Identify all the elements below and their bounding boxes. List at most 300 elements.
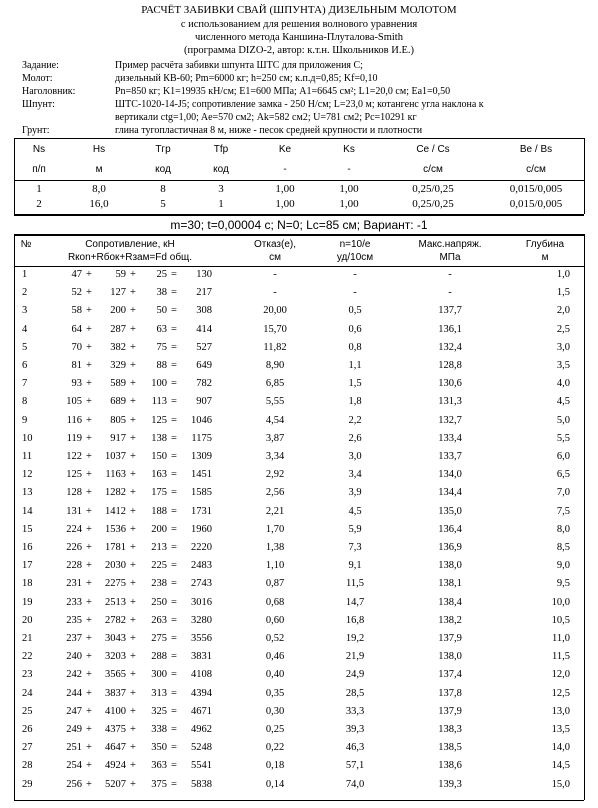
row-number: 21 xyxy=(22,633,33,644)
plus-sign: + xyxy=(130,614,136,626)
equals-sign: = xyxy=(171,760,177,772)
max-stress-value: 138,4 xyxy=(438,596,462,608)
set-value: 15,70 xyxy=(263,323,287,335)
plus-sign: + xyxy=(86,651,92,663)
title-subline-2: численного метода Каншина-Плуталова-Smith xyxy=(195,32,403,43)
set-value: 0,18 xyxy=(265,760,285,772)
set-value: 0,22 xyxy=(265,742,285,754)
resistance-tip: 52 xyxy=(71,287,82,299)
plus-sign: + xyxy=(86,724,92,735)
resistance-total: 2483 xyxy=(191,560,212,572)
depth-value: 1,5 xyxy=(556,287,570,299)
top-cell-hs: 16,0 xyxy=(89,198,109,210)
plus-sign: + xyxy=(130,724,136,735)
max-stress-value: 137,4 xyxy=(438,669,462,681)
max-stress-value: 138,6 xyxy=(438,760,462,772)
plus-sign: + xyxy=(130,687,136,699)
max-stress-value: 132,7 xyxy=(438,414,462,426)
resistance-tip: 125 xyxy=(66,469,82,481)
top-cell-ks: 1,00 xyxy=(339,198,359,210)
param-label-task: Задание: xyxy=(22,60,59,71)
resistance-total: 4671 xyxy=(191,705,212,717)
resistance-tip: 64 xyxy=(71,323,82,335)
resistance-tip: 251 xyxy=(66,742,82,754)
blows-value: 4,5 xyxy=(348,505,362,517)
top-header-ks-unit: - xyxy=(347,164,351,175)
top-cell-tfp: 1 xyxy=(218,198,224,210)
title-subline-1: с использованием для решения волнового уравнения xyxy=(180,19,418,30)
resistance-tip: 249 xyxy=(66,724,82,735)
top-table-left-border xyxy=(14,138,15,214)
resistance-lock: 350 xyxy=(151,742,167,754)
resistance-side: 3203 xyxy=(105,651,126,663)
resistance-total: 1731 xyxy=(191,505,212,517)
row-number: 5 xyxy=(22,341,28,353)
equals-sign: = xyxy=(171,487,177,499)
main-header-max-stress-unit: МПа xyxy=(439,252,461,263)
row-number: 17 xyxy=(22,560,33,572)
resistance-tip: 228 xyxy=(66,560,82,572)
row-number: 14 xyxy=(22,505,33,517)
plus-sign: + xyxy=(86,669,92,681)
equals-sign: = xyxy=(171,651,177,663)
depth-value: 2,0 xyxy=(556,305,570,317)
document-title: РАСЧЁТ ЗАБИВКИ СВАЙ (ШПУНТА) ДИЗЕЛЬНЫМ МОЛОТОМ xyxy=(141,4,457,16)
equals-sign: = xyxy=(171,724,177,735)
top-cell-be-bs: 0,015/0,005 xyxy=(509,198,563,210)
max-stress-value: 135,0 xyxy=(438,505,462,517)
resistance-side: 2782 xyxy=(105,614,126,626)
plus-sign: + xyxy=(86,705,92,717)
plus-sign: + xyxy=(130,596,136,608)
blows-value: 3,9 xyxy=(348,487,362,499)
main-header-blows: n=10/е xyxy=(339,239,371,250)
depth-value: 14,5 xyxy=(551,760,570,772)
plus-sign: + xyxy=(130,523,136,535)
row-number: 12 xyxy=(22,469,33,481)
resistance-total: 3556 xyxy=(191,633,212,644)
resistance-side: 1037 xyxy=(105,451,126,462)
depth-value: 7,0 xyxy=(556,487,570,499)
resistance-lock: 275 xyxy=(151,633,167,644)
resistance-lock: 188 xyxy=(151,505,167,517)
blows-value: 1,1 xyxy=(348,360,362,371)
plus-sign: + xyxy=(130,469,136,481)
equals-sign: = xyxy=(171,287,177,299)
resistance-tip: 242 xyxy=(66,669,82,681)
resistance-side: 2275 xyxy=(105,578,126,590)
plus-sign: + xyxy=(130,378,136,390)
set-value: 1,10 xyxy=(265,560,285,572)
row-number: 27 xyxy=(22,742,33,754)
resistance-total: 3016 xyxy=(191,596,212,608)
equals-sign: = xyxy=(171,269,177,280)
param-value-hammer: дизельный КВ-60; Pm=6000 кг; h=250 см; к.п.д=0,85; Kf=0,10 xyxy=(115,73,378,84)
resistance-total: 3280 xyxy=(191,614,212,626)
resistance-tip: 93 xyxy=(71,378,82,390)
top-cell-be-bs: 0,015/0,005 xyxy=(509,183,563,195)
equals-sign: = xyxy=(171,505,177,517)
row-number: 16 xyxy=(22,542,33,553)
depth-value: 1,0 xyxy=(556,269,570,280)
resistance-side: 1163 xyxy=(105,469,126,481)
depth-value: 12,0 xyxy=(551,669,570,681)
resistance-tip: 231 xyxy=(66,578,82,590)
resistance-lock: 238 xyxy=(151,578,167,590)
resistance-lock: 63 xyxy=(156,323,167,335)
resistance-side: 1536 xyxy=(105,523,126,535)
resistance-side: 127 xyxy=(110,287,126,299)
blows-value: 0,8 xyxy=(348,341,362,353)
resistance-total: 907 xyxy=(196,396,212,408)
max-stress-value: 130,6 xyxy=(438,378,462,390)
resistance-side: 4100 xyxy=(105,705,126,717)
row-number: 9 xyxy=(22,414,28,426)
max-stress-value: 132,4 xyxy=(438,341,462,353)
depth-value: 14,0 xyxy=(551,742,570,754)
main-header-set: Отказ(е), xyxy=(254,239,296,250)
blows-value: 21,9 xyxy=(345,651,365,663)
row-number: 6 xyxy=(22,360,28,371)
set-value: 0,40 xyxy=(265,669,285,681)
row-number: 28 xyxy=(22,760,33,772)
plus-sign: + xyxy=(130,633,136,644)
equals-sign: = xyxy=(171,778,177,790)
plus-sign: + xyxy=(130,578,136,590)
set-value: - xyxy=(273,269,277,280)
plus-sign: + xyxy=(130,323,136,335)
top-header-ke: Ke xyxy=(278,144,292,155)
plus-sign: + xyxy=(86,687,92,699)
plus-sign: + xyxy=(86,396,92,408)
set-value: 20,00 xyxy=(263,305,287,317)
set-value: 0,14 xyxy=(265,778,285,790)
plus-sign: + xyxy=(130,669,136,681)
resistance-tip: 131 xyxy=(66,505,82,517)
plus-sign: + xyxy=(130,505,136,517)
max-stress-value: 138,3 xyxy=(438,724,462,735)
resistance-side: 3565 xyxy=(105,669,126,681)
equals-sign: = xyxy=(171,451,177,462)
param-label-cap: Наголовник: xyxy=(22,86,76,97)
depth-value: 9,5 xyxy=(556,578,570,590)
blows-value: 57,1 xyxy=(345,760,365,772)
max-stress-value: 137,7 xyxy=(438,305,462,317)
resistance-total: 4962 xyxy=(191,724,212,735)
plus-sign: + xyxy=(130,705,136,717)
blows-value: 14,7 xyxy=(345,596,365,608)
equals-sign: = xyxy=(171,360,177,371)
set-value: 3,87 xyxy=(265,432,285,444)
resistance-tip: 122 xyxy=(66,451,82,462)
equals-sign: = xyxy=(171,523,177,535)
resistance-total: 414 xyxy=(196,323,212,335)
resistance-side: 3043 xyxy=(105,633,126,644)
set-value: 0,52 xyxy=(265,633,285,644)
main-table-border-top xyxy=(14,234,584,236)
top-table-header-divider xyxy=(14,180,584,181)
blows-value: 33,3 xyxy=(345,705,365,717)
equals-sign: = xyxy=(171,396,177,408)
depth-value: 4,5 xyxy=(556,396,570,408)
resistance-lock: 200 xyxy=(151,523,167,535)
plus-sign: + xyxy=(86,305,92,317)
resistance-side: 4375 xyxy=(105,724,126,735)
resistance-side: 689 xyxy=(110,396,126,408)
max-stress-value: 137,9 xyxy=(438,705,462,717)
depth-value: 7,5 xyxy=(556,505,570,517)
main-header-resistance: Сопротивление, кН xyxy=(85,239,175,250)
resistance-tip: 116 xyxy=(66,414,82,426)
resistance-tip: 256 xyxy=(66,778,82,790)
top-header-ce-cs: Ce / Cs xyxy=(416,144,450,155)
top-cell-ke: 1,00 xyxy=(275,183,295,195)
resistance-tip: 58 xyxy=(71,305,82,317)
set-value: 0,87 xyxy=(265,578,285,590)
row-number: 24 xyxy=(22,687,33,699)
plus-sign: + xyxy=(130,742,136,754)
max-stress-value: 136,1 xyxy=(438,323,462,335)
depth-value: 5,0 xyxy=(556,414,570,426)
plus-sign: + xyxy=(86,523,92,535)
depth-value: 13,5 xyxy=(551,724,570,735)
equals-sign: = xyxy=(171,596,177,608)
equals-sign: = xyxy=(171,705,177,717)
resistance-total: 1585 xyxy=(191,487,212,499)
depth-value: 3,0 xyxy=(556,341,570,353)
blows-value: 2,2 xyxy=(348,414,362,426)
blows-value: 3,4 xyxy=(348,469,362,481)
main-header-depth: Глубина xyxy=(525,239,565,250)
resistance-total: 3831 xyxy=(191,651,212,663)
plus-sign: + xyxy=(86,633,92,644)
resistance-side: 2030 xyxy=(105,560,126,572)
resistance-lock: 100 xyxy=(151,378,167,390)
resistance-lock: 75 xyxy=(156,341,167,353)
equals-sign: = xyxy=(171,560,177,572)
resistance-total: 308 xyxy=(196,305,212,317)
resistance-total: 5838 xyxy=(191,778,212,790)
top-header-be-bs-unit: с/см xyxy=(526,164,546,175)
resistance-tip: 128 xyxy=(66,487,82,499)
depth-value: 9,0 xyxy=(556,560,570,572)
top-header-ke-unit: - xyxy=(283,164,287,175)
plus-sign: + xyxy=(86,487,92,499)
blows-value: 0,5 xyxy=(348,305,362,317)
top-cell-tgr: 5 xyxy=(160,198,166,210)
max-stress-value: 133,7 xyxy=(438,451,462,462)
max-stress-value: 138,2 xyxy=(438,614,462,626)
blows-value: 28,5 xyxy=(345,687,365,699)
resistance-lock: 263 xyxy=(151,614,167,626)
max-stress-value: 138,1 xyxy=(438,578,462,590)
max-stress-value: - xyxy=(448,269,452,280)
equals-sign: = xyxy=(171,305,177,317)
resistance-side: 200 xyxy=(110,305,126,317)
row-number: 22 xyxy=(22,651,33,663)
resistance-side: 917 xyxy=(110,432,126,444)
depth-value: 4,0 xyxy=(556,378,570,390)
row-number: 1 xyxy=(22,269,28,280)
row-number: 11 xyxy=(22,451,33,462)
row-number: 8 xyxy=(22,396,28,408)
row-number: 4 xyxy=(22,323,28,335)
plus-sign: + xyxy=(130,269,136,280)
plus-sign: + xyxy=(130,487,136,499)
set-value: 2,56 xyxy=(265,487,285,499)
row-number: 19 xyxy=(22,596,33,608)
plus-sign: + xyxy=(86,323,92,335)
top-cell-num: 1 xyxy=(36,183,42,195)
max-stress-value: 138,0 xyxy=(438,560,462,572)
equals-sign: = xyxy=(171,614,177,626)
depth-value: 12,5 xyxy=(551,687,570,699)
plus-sign: + xyxy=(86,505,92,517)
max-stress-value: 137,8 xyxy=(438,687,462,699)
blows-value: 5,9 xyxy=(348,523,362,535)
resistance-side: 1412 xyxy=(105,505,126,517)
set-value: 0,46 xyxy=(265,651,285,663)
top-header-be-bs: Be / Bs xyxy=(519,144,553,155)
plus-sign: + xyxy=(86,778,92,790)
plus-sign: + xyxy=(86,360,92,371)
equals-sign: = xyxy=(171,432,177,444)
row-number: 15 xyxy=(22,523,33,535)
max-stress-value: 134,0 xyxy=(438,469,462,481)
plus-sign: + xyxy=(130,287,136,299)
main-table-left-border xyxy=(14,234,15,800)
top-table-border-top xyxy=(14,138,584,139)
set-value: 0,68 xyxy=(265,596,285,608)
equals-sign: = xyxy=(171,341,177,353)
blows-value: 3,0 xyxy=(348,451,362,462)
plus-sign: + xyxy=(86,578,92,590)
max-stress-value: 136,4 xyxy=(438,523,462,535)
plus-sign: + xyxy=(86,560,92,572)
resistance-side: 1282 xyxy=(105,487,126,499)
resistance-tip: 237 xyxy=(66,633,82,644)
blows-value: 19,2 xyxy=(345,633,365,644)
param-value-cap: Pn=850 кг; K1=19935 кН/см; E1=600 МПа; A1=6645 см²; L1=20,0 см; Ea1=0,50 xyxy=(115,86,451,97)
top-header-tgr: Tгр xyxy=(155,144,171,155)
equals-sign: = xyxy=(171,323,177,335)
set-value: 2,21 xyxy=(265,505,285,517)
depth-value: 8,5 xyxy=(556,542,570,553)
equals-sign: = xyxy=(171,578,177,590)
depth-value: 6,0 xyxy=(556,451,570,462)
resistance-tip: 244 xyxy=(66,687,82,699)
top-header-num-unit: п/п xyxy=(32,164,46,175)
depth-value: 8,0 xyxy=(556,523,570,535)
main-header-depth-unit: м xyxy=(541,252,549,263)
resistance-total: 649 xyxy=(196,360,212,371)
resistance-lock: 288 xyxy=(151,651,167,663)
set-value: 3,34 xyxy=(265,451,285,462)
max-stress-value: 137,9 xyxy=(438,633,462,644)
row-number: 29 xyxy=(22,778,33,790)
plus-sign: + xyxy=(130,560,136,572)
row-number: 20 xyxy=(22,614,33,626)
set-value: 1,38 xyxy=(265,542,285,553)
set-value: 6,85 xyxy=(265,378,285,390)
top-cell-ks: 1,00 xyxy=(339,183,359,195)
row-number: 10 xyxy=(22,432,33,444)
plus-sign: + xyxy=(86,414,92,426)
resistance-total: 1309 xyxy=(191,451,212,462)
max-stress-value: 131,3 xyxy=(438,396,462,408)
resistance-tip: 247 xyxy=(66,705,82,717)
resistance-side: 4924 xyxy=(105,760,126,772)
resistance-lock: 50 xyxy=(156,305,167,317)
blows-value: 1,8 xyxy=(348,396,362,408)
plus-sign: + xyxy=(130,414,136,426)
resistance-lock: 363 xyxy=(151,760,167,772)
plus-sign: + xyxy=(130,396,136,408)
resistance-total: 2220 xyxy=(191,542,212,553)
set-value: 0,25 xyxy=(265,724,285,735)
top-header-hs-unit: м xyxy=(95,164,103,175)
plus-sign: + xyxy=(130,651,136,663)
equals-sign: = xyxy=(171,378,177,390)
plus-sign: + xyxy=(86,596,92,608)
plus-sign: + xyxy=(130,305,136,317)
resistance-lock: 125 xyxy=(151,414,167,426)
top-header-tgr-unit: код xyxy=(155,164,171,175)
top-header-tfp: Tfp xyxy=(213,144,229,155)
plus-sign: + xyxy=(130,542,136,553)
set-value: 0,60 xyxy=(265,614,285,626)
resistance-total: 1451 xyxy=(191,469,212,481)
plus-sign: + xyxy=(86,542,92,553)
resistance-lock: 150 xyxy=(151,451,167,462)
max-stress-value: 139,3 xyxy=(438,778,462,790)
plus-sign: + xyxy=(130,360,136,371)
row-number: 2 xyxy=(22,287,28,299)
resistance-total: 2743 xyxy=(191,578,212,590)
plus-sign: + xyxy=(130,451,136,462)
top-table-border-bottom xyxy=(14,214,584,216)
blows-value: 39,3 xyxy=(345,724,365,735)
set-value: 4,54 xyxy=(265,414,285,426)
top-table-right-border xyxy=(584,138,585,214)
set-value: 0,35 xyxy=(265,687,285,699)
resistance-side: 59 xyxy=(115,269,126,280)
plus-sign: + xyxy=(86,378,92,390)
param-value-sheet-pile-1: ШТС-1020-14-J5; сопротивление замка - 250 Н/см; L=23,0 м; котангенс угла наклона к xyxy=(115,99,484,110)
row-number: 13 xyxy=(22,487,33,499)
blows-value: 9,1 xyxy=(348,560,362,572)
resistance-total: 1046 xyxy=(191,414,212,426)
top-header-tfp-unit: код xyxy=(213,164,229,175)
blows-value: - xyxy=(353,269,357,280)
plus-sign: + xyxy=(130,778,136,790)
blows-value: - xyxy=(353,287,357,299)
param-label-hammer: Молот: xyxy=(22,73,53,84)
resistance-tip: 240 xyxy=(66,651,82,663)
resistance-tip: 233 xyxy=(66,596,82,608)
resistance-total: 527 xyxy=(196,341,212,353)
resistance-tip: 70 xyxy=(71,341,82,353)
depth-value: 3,5 xyxy=(556,360,570,371)
resistance-tip: 226 xyxy=(66,542,82,553)
plus-sign: + xyxy=(130,432,136,444)
resistance-side: 4647 xyxy=(105,742,126,754)
resistance-tip: 47 xyxy=(71,269,82,280)
blows-value: 0,6 xyxy=(348,323,362,335)
main-header-resistance-formula: Rкon+Rбок+Rзам=Fd общ. xyxy=(67,252,193,263)
param-value-task: Пример расчёта забивки шпунта ШТС для приложения С; xyxy=(115,60,363,71)
resistance-side: 329 xyxy=(110,360,126,371)
